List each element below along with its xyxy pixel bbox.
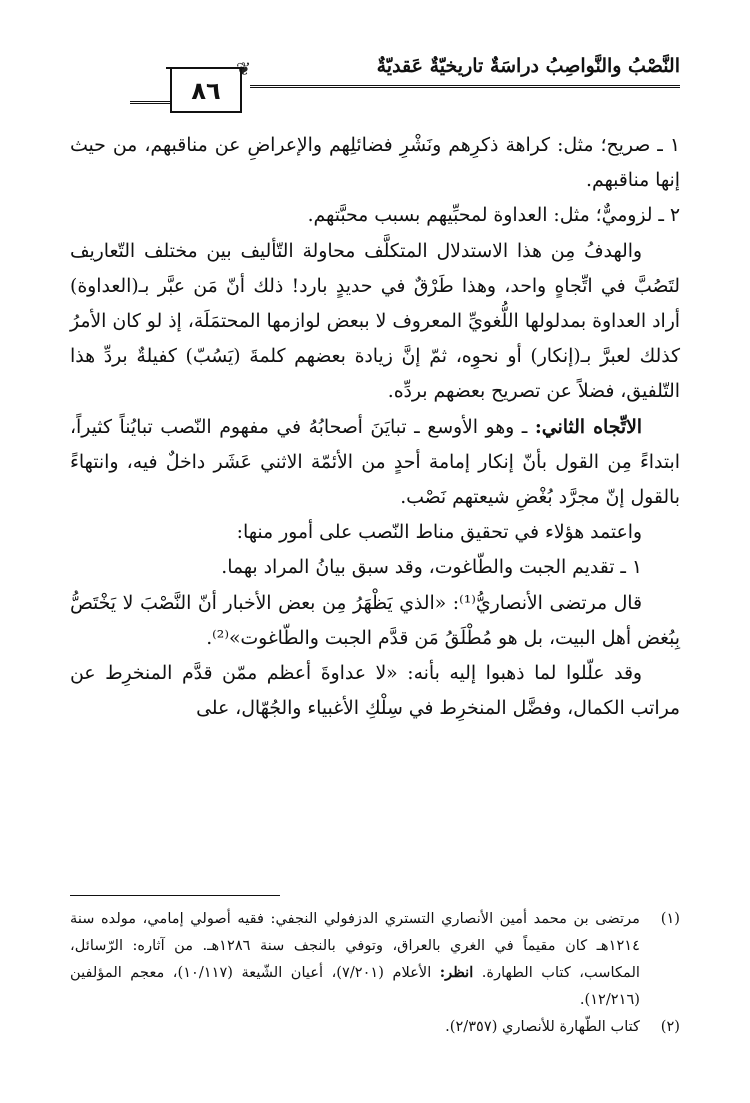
- footnote-number: (٢): [660, 1018, 680, 1035]
- footnote-1-see: انظر:: [439, 964, 474, 981]
- footnote-text: [70, 905, 640, 1013]
- header-rule: [250, 85, 680, 88]
- paragraph-criterion-1: ١ ـ تقديم الجبت والطّاغوت، وقد سبق بيانُ المراد بهما.: [221, 557, 642, 579]
- page-number: ٨٦: [191, 77, 221, 105]
- paragraph-second-direction: [70, 410, 680, 516]
- header-dash: [130, 101, 172, 104]
- footnote-1-text-a: مرتضى بن محمد أمين الأنصاري التستري الدزفولي النجفي: فقيه أصولي إمامي، مولده سنة ١٢١٤هـ كان مقيماً في الغري بالعراق، وتوفي بالنجف سنة ١٢٨٦هـ. من آثاره: الرّسائل، المكاسب، كتاب الطهارة.: [70, 910, 640, 981]
- paragraph-reasoning: وقد علّلوا لما ذهبوا إليه بأنه: «لا عداوةَ أعظم ممّن قدَّم المنخرِط عن مراتب الكمال، وفضَّل المنخرِط في سِلْكِ الأغبياء والجُهّال، على: [70, 663, 680, 720]
- page-number-box: [170, 69, 242, 113]
- second-direction-heading: الاتِّجاه الثاني:: [534, 415, 643, 438]
- main-text: [70, 128, 680, 726]
- paragraph-quote-ansari: قال مرتضى الأنصاريُّ⁽¹⁾: «الذي يَظْهَرُ مِن بعض الأخبار أنّ النَّصْبَ لا يَخْتَصُّ بِبُغض أهل البيت، بل هو مُطْلَقُ مَن قدَّم الجبت والطّاغوت»⁽²⁾.: [70, 592, 680, 649]
- running-title: النَّصْبُ والنَّواصِبُ دراسَةٌ تاريخيّةٌ عَقديّةٌ: [376, 55, 680, 77]
- paragraph-criteria: واعتمد هؤلاء في تحقيق مناط النّصب على أمور منها:: [236, 522, 642, 544]
- footnote-2: [70, 1013, 680, 1040]
- footnote-1: [70, 905, 680, 1013]
- paragraph-aim: والهدفُ مِن هذا الاستدلال المتكلَّف محاولة التّأليف بين مختلف التّعاريف لتَصُبَّ في اتِّجاهٍ واحد، وهذا طَرْقٌ في حديدٍ بارد! ذلك أنّ مَن عبَّر بـ(العداوة) أراد العداوة بمدلولها اللُّغويِّ المعروف لا ببعض لوازمها المحتمَلَة، إذ لو كان الأمرُ كذلك لعبرَّ بـ(إنكار) أو نحوِه، ثمّ إنَّ زيادة بعضهم كلمةَ (يَسُبّ) كفيلةٌ بردِّ هذا التّلفيق، فضلاً عن تصريح بعضهم بردِّه.: [70, 240, 680, 403]
- footnote-number: (١): [660, 910, 680, 927]
- paragraph-implicit: ٢ ـ لزوميٌّ؛ مثل: العداوة لمحبِّيهم بسبب محبَّتهم.: [307, 205, 680, 227]
- footnote-1-text-b: الأعلام (٧/٢٠١)، أعيان الشّيعة (١٠/١١٧)، معجم المؤلفين (١٢/٢١٦).: [70, 964, 640, 1008]
- footnote-divider: [70, 895, 280, 896]
- second-direction-text: ـ وهو الأوسع ـ تبايَنَ أصحابُهُ في مفهوم النّصب تبايُناً كثيراً، ابتداءً مِن القول بأنّ إنكار إمامة أحدٍ من الأئمّة الاثني عَشَر داخلٌ فيه، وانتهاءً بالقول إنّ مجرَّد بُغْضِ شيعتهم نَصْب.: [70, 416, 680, 509]
- paragraph-explicit: ١ ـ صريح؛ مثل: كراهة ذكرِهم ونَشْرِ فضائلِهم والإعراضِ عن مناقبهم، من حيث إنها مناقبهم.: [70, 135, 680, 192]
- ornament-icon: ❦: [236, 59, 252, 80]
- page-header: [70, 55, 680, 117]
- footnotes: [70, 905, 680, 1040]
- footnote-text: كتاب الطّهارة للأنصاري (٢/٣٥٧).: [445, 1018, 640, 1035]
